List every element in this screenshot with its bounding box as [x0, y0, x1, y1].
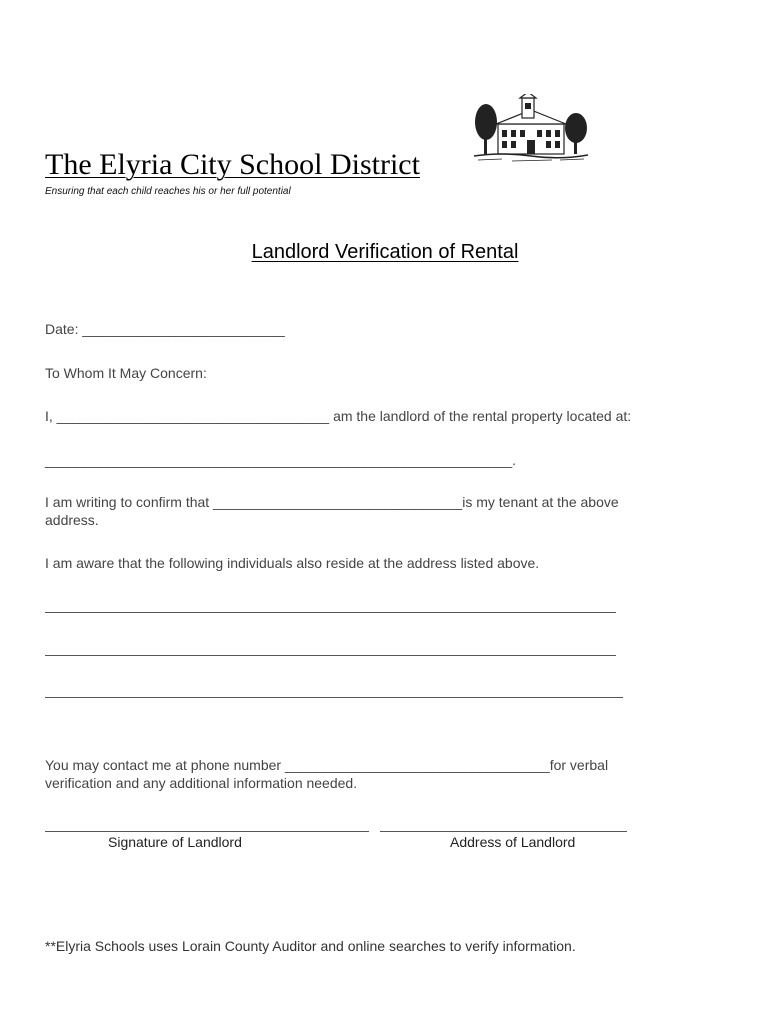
resident-line-2[interactable] — [45, 655, 616, 656]
tenant-name-field[interactable]: I am writing to confirm that ________________________________is my tenant at the above — [45, 494, 619, 510]
form-title: Landlord Verification of Rental — [251, 241, 519, 263]
landlord-name-field[interactable]: I, ___________________________________ am the landlord of the rental property located at: — [45, 408, 632, 424]
contact-line-continued: verification and any additional information needed. — [45, 775, 358, 791]
landlord-address-line[interactable] — [380, 831, 627, 832]
salutation: To Whom It May Concern: — [45, 365, 207, 381]
address-label: Address of Landlord — [450, 834, 576, 850]
district-name: The Elyria City School District — [45, 148, 420, 181]
date-field[interactable]: Date: __________________________ — [45, 321, 285, 337]
resident-line-3[interactable] — [45, 697, 623, 698]
signature-line[interactable] — [45, 831, 369, 832]
phone-field[interactable]: You may contact me at phone number __________________________________for verbal — [45, 757, 609, 773]
footnote: **Elyria Schools uses Lorain County Auditor and online searches to verify information. — [45, 938, 576, 954]
residents-intro: I am aware that the following individuals also reside at the address listed above. — [45, 555, 540, 571]
signature-label: Signature of Landlord — [108, 834, 242, 850]
property-address-field[interactable]: ____________________________________________________________. — [45, 452, 517, 468]
tenant-line-continued: address. — [45, 512, 99, 528]
resident-line-1[interactable] — [45, 612, 616, 613]
district-motto: Ensuring that each child reaches his or her full potential — [45, 186, 291, 197]
school-building-icon — [472, 94, 590, 166]
